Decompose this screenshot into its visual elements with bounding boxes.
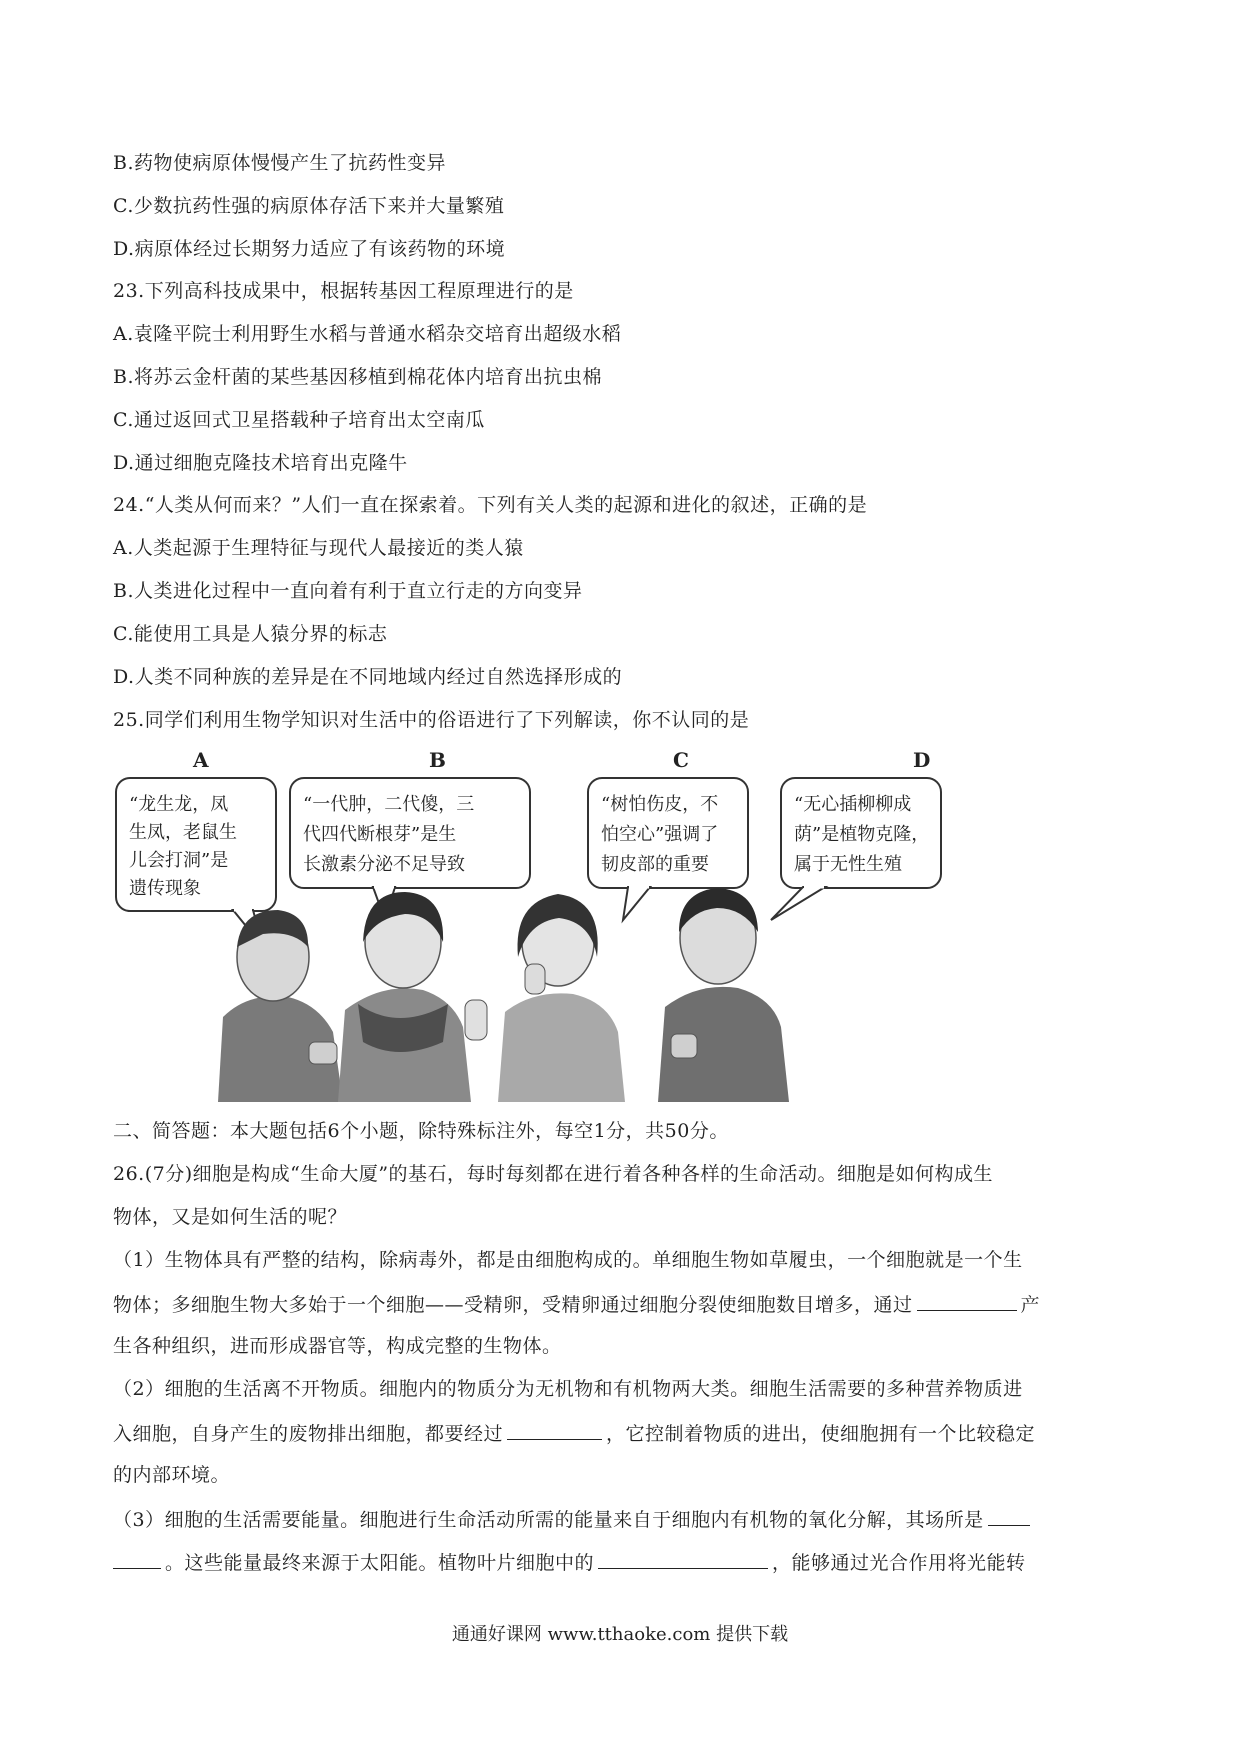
line-c-antibiotic: C.少数抗药性强的病原体存活下来并大量繁殖 (113, 195, 505, 217)
p2b-text: 入细胞，自身产生的废物排出细胞，都要经过 (113, 1423, 504, 1445)
p1b-text: 物体；多细胞生物大多始于一个细胞——受精卵，受精卵通过细胞分裂使细胞数目增多，通过 (113, 1294, 913, 1316)
page-footer: 通通好课网 www.tthaoke.com 提供下载 (451, 1624, 789, 1645)
bubble-b-label: B (429, 748, 446, 772)
section-2-heading: 二、简答题：本大题包括6个小题，除特殊标注外，每空1分，共50分。 (113, 1120, 729, 1142)
bubble-d-label: D (913, 748, 931, 772)
bubble-b-line-3: 长激素分泌不足导致 (303, 854, 465, 875)
p2b-end-text: ，它控制着物质的进出，使细胞拥有一个比较稳定 (606, 1423, 1036, 1445)
line-d-antibiotic: D.病原体经过长期努力适应了有该药物的环境 (113, 238, 506, 260)
p3b-end-text: ，能够通过光合作用将光能转 (772, 1552, 1026, 1574)
bubble-b-line-1: “一代肿，二代傻，三 (303, 794, 475, 815)
question-26-part-2-line-3: 的内部环境。 (113, 1464, 231, 1486)
bubble-c-line-3: 韧皮部的重要 (601, 854, 709, 875)
question-26-part-3-line-1 (113, 1505, 1034, 1533)
answer-blank-1[interactable] (917, 1290, 1017, 1311)
question-24-option-b: B.人类进化过程中一直向着有利于直立行走的方向变异 (113, 580, 583, 602)
p3b-mid-text: 。这些能量最终来源于太阳能。植物叶片细胞中的 (165, 1552, 595, 1574)
question-26-part-3-line-2 (113, 1548, 1026, 1576)
answer-blank-3a[interactable] (988, 1505, 1030, 1526)
question-24-option-d: D.人类不同种族的差异是在不同地域内经过自然选择形成的 (113, 666, 623, 688)
bubble-d-line-3: 属于无性生殖 (794, 854, 902, 875)
question-26-part-2-line-1: （2）细胞的生活离不开物质。细胞内的物质分为无机物和有机物两大类。细胞生活需要的多种营养物质进 (113, 1378, 1023, 1400)
question-23-option-b: B.将苏云金杆菌的某些基因移植到棉花体内培育出抗虫棉 (113, 366, 603, 388)
answer-blank-4[interactable] (598, 1548, 768, 1569)
person-d-illustration (658, 888, 789, 1102)
bubble-c-label: C (673, 748, 689, 772)
question-24-option-c: C.能使用工具是人猿分界的标志 (113, 623, 388, 645)
question-26-part-2-line-2 (113, 1419, 1035, 1447)
question-24-option-a: A.人类起源于生理特征与现代人最接近的类人猿 (113, 537, 524, 559)
bubble-a-line-4: 遗传现象 (129, 878, 201, 899)
bubble-d-line-1: “无心插柳柳成 (794, 794, 912, 815)
question-23-option-d: D.通过细胞克隆技术培育出克隆牛 (113, 452, 408, 474)
bubble-a-label: A (193, 748, 209, 772)
question-26-part-1-line-3: 生各种组织，进而形成器官等，构成完整的生物体。 (113, 1335, 562, 1357)
bubble-a-line-2: 生凤，老鼠生 (129, 822, 237, 843)
person-c-illustration (498, 894, 625, 1102)
p1b-end-text: 产 (1020, 1294, 1041, 1316)
answer-blank-2[interactable] (507, 1419, 602, 1440)
person-b-illustration (338, 892, 487, 1102)
speech-bubble-d (771, 778, 941, 920)
bubble-c-line-1: “树怕伤皮，不 (601, 794, 719, 815)
proverb-illustration (113, 742, 993, 1102)
question-23: 23.下列高科技成果中，根据转基因工程原理进行的是 (113, 280, 574, 302)
bubble-d-line-2: 荫”是植物克隆， (794, 824, 930, 845)
person-a-illustration (218, 910, 343, 1102)
answer-blank-3b[interactable] (113, 1548, 161, 1569)
question-25: 25.同学们利用生物学知识对生活中的俗语进行了下列解读，你不认同的是 (113, 709, 750, 731)
question-26-part-1-line-1: （1）生物体具有严整的结构，除病毒外，都是由细胞构成的。单细胞生物如草履虫，一个细胞就是一个生 (113, 1249, 1023, 1271)
bubble-a-line-3: 儿会打洞”是 (129, 850, 229, 871)
bubble-b-line-2: 代四代断根芽”是生 (303, 824, 457, 845)
question-26-intro-line-2: 物体，又是如何生活的呢？ (113, 1206, 348, 1228)
p3a-text: （3）细胞的生活需要能量。细胞进行生命活动所需的能量来自于细胞内有机物的氧化分解，其场所是 (113, 1509, 984, 1531)
question-26-intro-line-1: 26.(7分)细胞是构成“生命大厦”的基石，每时每刻都在进行着各种各样的生命活动。细胞是如何构成生 (113, 1163, 994, 1185)
line-b-antibiotic: B.药物使病原体慢慢产生了抗药性变异 (113, 152, 447, 174)
bubble-c-line-2: 怕空心”强调了 (601, 824, 719, 845)
question-24: 24.“人类从何而来？”人们一直在探索着。下列有关人类的起源和进化的叙述，正确的是 (113, 494, 868, 516)
question-23-option-c: C.通过返回式卫星搭载种子培育出太空南瓜 (113, 409, 485, 431)
question-26-part-1-line-2 (113, 1290, 1040, 1318)
question-23-option-a: A.袁隆平院士利用野生水稻与普通水稻杂交培育出超级水稻 (113, 323, 622, 345)
bubble-a-line-1: “龙生龙，凤 (129, 794, 229, 815)
